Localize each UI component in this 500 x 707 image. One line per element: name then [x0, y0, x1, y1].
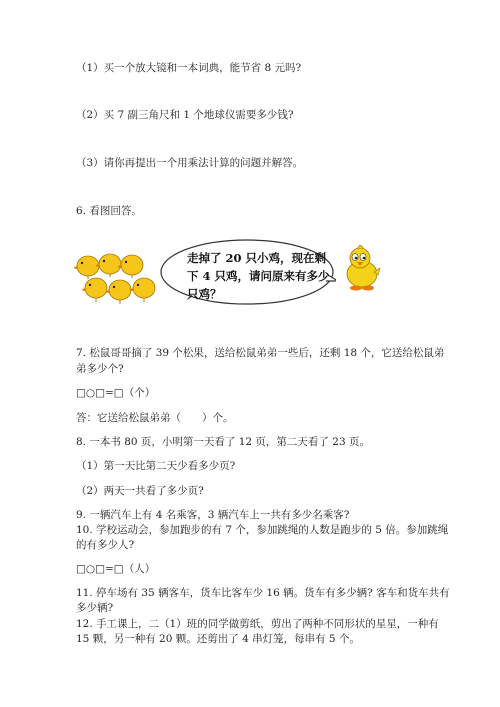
- section-7-answer: 答：它送给松鼠弟弟（ ）个。: [76, 412, 234, 424]
- section-7-line-1: 7. 松鼠哥哥摘了 39 个松果，送给松鼠弟弟一些后，还剩 18 个，它送给松鼠弟: [76, 347, 445, 359]
- section-10-line-1: 10. 学校运动会，参加跑步的有 7 个，参加跳绳的人数是跑步的 5 倍。参加跳绳: [76, 524, 449, 536]
- bubble-line-3: 只鸡？: [187, 287, 222, 301]
- section-12-line-1: 12. 手工课上，二（1）班的同学做剪纸，剪出了两种不同形状的星星，一种有: [76, 618, 439, 630]
- question-3: （3）请你再提出一个用乘法计算的问题并解答。: [76, 157, 304, 169]
- section-12-line-2: 15 颗，另一种有 20 颗。还剪出了 4 串灯笼，每串有 5 个。: [76, 633, 360, 645]
- speaking-chick-illustration: [340, 244, 382, 292]
- question-1: （1）买一个放大镜和一本词典，能节省 8 元吗?: [76, 62, 302, 74]
- section-8-question-2: （2）两天一共看了多少页?: [76, 485, 204, 497]
- bubble-line-1: 走掉了 20 只小鸡，现在剩: [187, 251, 327, 265]
- section-10-line-2: 的有多少人?: [76, 539, 135, 551]
- section-10-formula: □○□=□（人）: [76, 563, 156, 575]
- section-6-title: 6. 看图回答。: [76, 205, 142, 217]
- bubble-line-2: 下 4 只鸡，请问原来有多少: [187, 269, 330, 283]
- section-7-formula: □○□=□（个）: [76, 387, 156, 399]
- section-8-question-1: （1）第一天比第二天少看多少页?: [76, 460, 236, 472]
- section-11-line-1: 11. 停车场有 35 辆客车，货车比客车少 16 辆。货车有多少辆? 客车和货车共有: [76, 587, 450, 599]
- chicks-group-illustration: [74, 248, 164, 310]
- section-11-line-2: 多少辆?: [76, 602, 114, 614]
- question-2: （2）买 7 副三角尺和 1 个地球仪需要多少钱?: [76, 109, 294, 121]
- section-9: 9. 一辆汽车上有 4 名乘客，3 辆汽车上一共有多少名乘客?: [76, 509, 350, 521]
- section-7-line-2: 弟多少个?: [76, 363, 124, 375]
- section-8-title: 8. 一本书 80 页，小明第一天看了 12 页，第二天看了 23 页。: [76, 436, 370, 448]
